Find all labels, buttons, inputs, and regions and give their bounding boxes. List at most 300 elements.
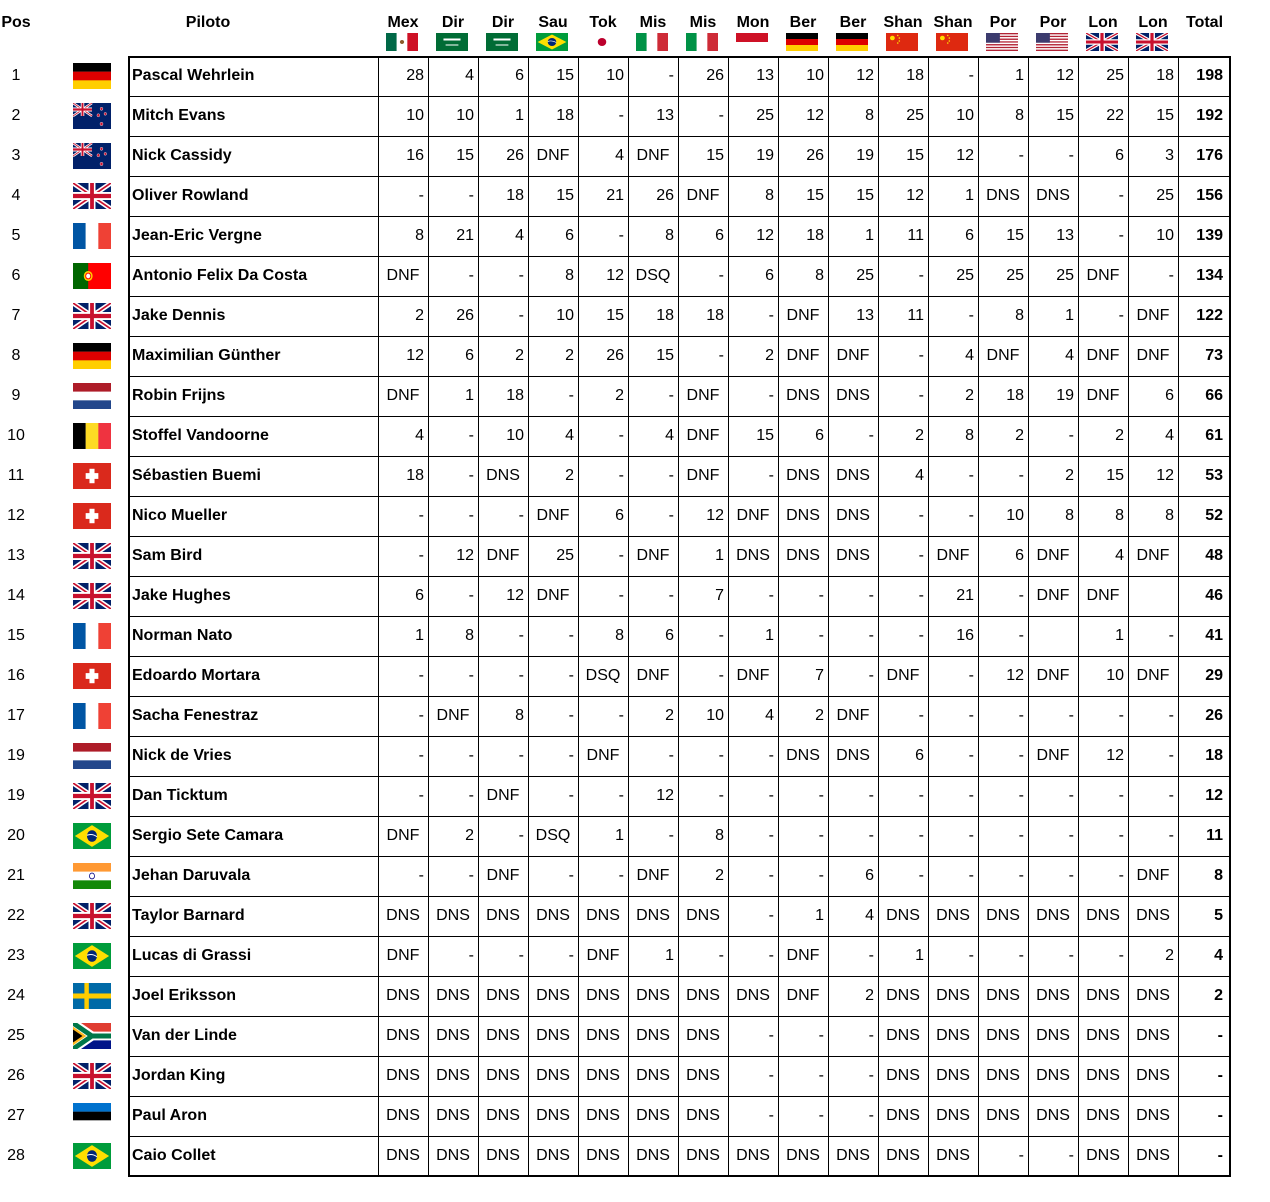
result-cell: - bbox=[618, 467, 624, 484]
germany-flag-icon bbox=[786, 33, 818, 51]
result-cell: 15 bbox=[756, 427, 774, 444]
result-cell: 18 bbox=[1006, 387, 1024, 404]
result-cell: - bbox=[1168, 627, 1174, 644]
result-cell: 1 bbox=[465, 387, 474, 404]
result-cell: 21 bbox=[956, 587, 974, 604]
driver-name: Jake Dennis bbox=[132, 307, 226, 324]
result-cell: 2 bbox=[1015, 427, 1024, 444]
result-cell: DNS bbox=[536, 987, 570, 1004]
result-cell: 19 bbox=[856, 147, 874, 164]
result-cell: - bbox=[1018, 827, 1024, 844]
result-cell: 26 bbox=[506, 147, 524, 164]
total-header: Total bbox=[1185, 14, 1224, 31]
result-cell: DNS bbox=[536, 1147, 570, 1164]
uk-flag-icon bbox=[1136, 33, 1168, 51]
result-cell: - bbox=[568, 747, 574, 764]
result-cell: 26 bbox=[606, 347, 624, 364]
row-divider bbox=[128, 1136, 1231, 1137]
result-cell: DNS bbox=[686, 907, 720, 924]
result-cell: - bbox=[918, 347, 924, 364]
result-cell: 15 bbox=[456, 147, 474, 164]
result-cell: 1 bbox=[765, 627, 774, 644]
result-cell: - bbox=[718, 627, 724, 644]
belgium-flag-icon bbox=[73, 423, 111, 449]
result-cell: 10 bbox=[406, 107, 424, 124]
result-cell: - bbox=[918, 547, 924, 564]
result-cell: - bbox=[968, 787, 974, 804]
result-cell: DNS bbox=[1136, 987, 1170, 1004]
result-cell: DNF bbox=[886, 667, 920, 684]
position-cell: 4 bbox=[11, 187, 21, 204]
race-header: Por bbox=[989, 14, 1017, 31]
result-cell: 7 bbox=[715, 587, 724, 604]
result-cell: - bbox=[968, 827, 974, 844]
race-header: Ber bbox=[839, 14, 867, 31]
result-cell: - bbox=[468, 467, 474, 484]
result-cell: DNS bbox=[886, 1027, 920, 1044]
result-cell: 10 bbox=[1156, 227, 1174, 244]
estonia-flag-icon bbox=[73, 1103, 111, 1129]
result-cell: - bbox=[468, 667, 474, 684]
driver-name: Pascal Wehrlein bbox=[132, 67, 255, 84]
result-cell: 15 bbox=[556, 67, 574, 84]
result-cell: - bbox=[568, 667, 574, 684]
result-cell: DNS bbox=[986, 1107, 1020, 1124]
race-header: Mex bbox=[387, 14, 419, 31]
result-cell: 12 bbox=[656, 787, 674, 804]
result-cell: 10 bbox=[1106, 667, 1124, 684]
result-cell: DNS bbox=[636, 1027, 670, 1044]
result-cell: 6 bbox=[1165, 387, 1174, 404]
uk-flag-icon bbox=[1086, 33, 1118, 51]
result-cell: - bbox=[1118, 947, 1124, 964]
result-cell: DNS bbox=[736, 547, 770, 564]
race-header: Lon bbox=[1138, 14, 1168, 31]
result-cell: - bbox=[1068, 707, 1074, 724]
newzealand-flag-icon bbox=[73, 103, 111, 129]
result-cell: 12 bbox=[706, 507, 724, 524]
result-cell: 10 bbox=[506, 427, 524, 444]
total-cell: 4 bbox=[1214, 947, 1223, 964]
row-divider bbox=[128, 576, 1231, 577]
result-cell: 12 bbox=[606, 267, 624, 284]
result-cell: - bbox=[1118, 227, 1124, 244]
result-cell: DNS bbox=[586, 1067, 620, 1084]
result-cell: DNS bbox=[686, 987, 720, 1004]
result-cell: 2 bbox=[1065, 467, 1074, 484]
result-cell: - bbox=[768, 907, 774, 924]
driver-name: Jean-Eric Vergne bbox=[132, 227, 262, 244]
position-cell: 3 bbox=[11, 147, 21, 164]
driver-name: Sam Bird bbox=[132, 547, 203, 564]
result-cell: DNS bbox=[786, 387, 820, 404]
result-cell: 15 bbox=[1156, 107, 1174, 124]
result-cell: 4 bbox=[515, 227, 524, 244]
france-flag-icon bbox=[73, 623, 111, 649]
result-cell: DNS bbox=[436, 1107, 470, 1124]
result-cell: 12 bbox=[856, 67, 874, 84]
result-cell: 16 bbox=[956, 627, 974, 644]
result-cell: - bbox=[668, 747, 674, 764]
position-cell: 8 bbox=[11, 347, 21, 364]
result-cell: - bbox=[718, 787, 724, 804]
result-cell: DNF bbox=[686, 387, 720, 404]
result-cell: DNS bbox=[436, 1067, 470, 1084]
driver-name: Sébastien Buemi bbox=[132, 467, 261, 484]
result-cell: 2 bbox=[615, 387, 624, 404]
result-cell: DNF bbox=[1086, 347, 1120, 364]
driver-name: Stoffel Vandoorne bbox=[132, 427, 269, 444]
result-cell: DNS bbox=[1136, 1067, 1170, 1084]
result-cell: DNF bbox=[536, 507, 570, 524]
result-cell: - bbox=[518, 307, 524, 324]
result-cell: - bbox=[468, 787, 474, 804]
result-cell: DNS bbox=[986, 1067, 1020, 1084]
result-cell: DNS bbox=[1036, 987, 1070, 1004]
total-cell: 12 bbox=[1205, 787, 1223, 804]
result-cell: 28 bbox=[406, 67, 424, 84]
result-cell: 8 bbox=[815, 267, 824, 284]
result-cell: 16 bbox=[406, 147, 424, 164]
driver-name: Oliver Rowland bbox=[132, 187, 249, 204]
result-cell: - bbox=[768, 827, 774, 844]
result-cell: - bbox=[968, 307, 974, 324]
result-cell: 1 bbox=[965, 187, 974, 204]
position-cell: 25 bbox=[7, 1027, 25, 1044]
result-cell: - bbox=[418, 787, 424, 804]
result-cell: - bbox=[468, 427, 474, 444]
total-cell: 11 bbox=[1206, 827, 1223, 844]
result-cell: DNS bbox=[1086, 1147, 1120, 1164]
result-cell: DNS bbox=[936, 907, 970, 924]
result-cell: DNS bbox=[636, 907, 670, 924]
result-cell: 8 bbox=[1165, 507, 1174, 524]
result-cell: - bbox=[668, 387, 674, 404]
result-cell: - bbox=[568, 387, 574, 404]
result-cell: DNF bbox=[386, 827, 420, 844]
row-divider bbox=[128, 296, 1231, 297]
result-cell: 3 bbox=[1165, 147, 1174, 164]
result-cell: 18 bbox=[906, 67, 924, 84]
result-cell: - bbox=[1018, 707, 1024, 724]
row-divider bbox=[128, 696, 1231, 697]
row-divider bbox=[128, 736, 1231, 737]
result-cell: - bbox=[918, 267, 924, 284]
result-cell: 8 bbox=[415, 227, 424, 244]
result-cell: DNS bbox=[586, 1147, 620, 1164]
uk-flag-icon bbox=[73, 783, 111, 809]
result-cell: 12 bbox=[456, 547, 474, 564]
result-cell: DNF bbox=[1036, 547, 1070, 564]
result-cell: 1 bbox=[615, 827, 624, 844]
monaco-flag-icon bbox=[736, 33, 768, 51]
race-header: Shan bbox=[933, 14, 973, 31]
driver-name: Dan Ticktum bbox=[132, 787, 228, 804]
result-cell: - bbox=[768, 1107, 774, 1124]
japan-flag-icon bbox=[586, 33, 618, 51]
driver-name: Robin Frijns bbox=[132, 387, 226, 404]
result-cell: DNF bbox=[736, 667, 770, 684]
result-cell: 6 bbox=[865, 867, 874, 884]
result-cell: - bbox=[468, 267, 474, 284]
total-cell: 53 bbox=[1205, 467, 1223, 484]
result-cell: - bbox=[1018, 947, 1024, 964]
result-cell: 25 bbox=[756, 107, 774, 124]
result-cell: 8 bbox=[665, 227, 674, 244]
row-divider bbox=[128, 1056, 1231, 1057]
result-cell: DNS bbox=[786, 1147, 820, 1164]
usa-flag-icon bbox=[1036, 33, 1068, 51]
result-cell: - bbox=[1018, 147, 1024, 164]
result-cell: DNF bbox=[386, 267, 420, 284]
result-cell: 4 bbox=[1115, 547, 1124, 564]
result-cell: - bbox=[968, 867, 974, 884]
result-cell: DNS bbox=[1086, 1107, 1120, 1124]
result-cell: 8 bbox=[515, 707, 524, 724]
result-cell: 10 bbox=[456, 107, 474, 124]
result-cell: - bbox=[768, 747, 774, 764]
result-cell: - bbox=[468, 947, 474, 964]
result-cell: - bbox=[1118, 867, 1124, 884]
result-cell: DNS bbox=[836, 507, 870, 524]
result-cell: DNS bbox=[636, 1107, 670, 1124]
row-divider bbox=[128, 136, 1231, 137]
result-cell: 15 bbox=[606, 307, 624, 324]
result-cell: 4 bbox=[865, 907, 874, 924]
result-cell: DNF bbox=[436, 707, 470, 724]
result-cell: 12 bbox=[906, 187, 924, 204]
result-cell: 18 bbox=[656, 307, 674, 324]
position-cell: 15 bbox=[7, 627, 25, 644]
position-cell: 19 bbox=[7, 747, 25, 764]
result-cell: DNS bbox=[836, 1147, 870, 1164]
result-cell: 26 bbox=[706, 67, 724, 84]
result-cell: - bbox=[868, 1027, 874, 1044]
result-cell: DNS bbox=[1086, 1067, 1120, 1084]
result-cell: 2 bbox=[565, 347, 574, 364]
result-cell: 8 bbox=[615, 627, 624, 644]
switzerland-flag-icon bbox=[73, 463, 111, 489]
result-cell: DNF bbox=[386, 947, 420, 964]
result-cell: DNS bbox=[686, 1147, 720, 1164]
result-cell: DSQ bbox=[635, 267, 671, 284]
result-cell: DNF bbox=[636, 547, 670, 564]
result-cell: 15 bbox=[656, 347, 674, 364]
result-cell: - bbox=[768, 467, 774, 484]
total-cell: 66 bbox=[1205, 387, 1223, 404]
result-cell: DNS bbox=[686, 1067, 720, 1084]
result-cell: - bbox=[418, 547, 424, 564]
result-cell: DNS bbox=[986, 187, 1020, 204]
result-cell: - bbox=[668, 507, 674, 524]
result-cell: DNF bbox=[936, 547, 970, 564]
result-cell: - bbox=[1068, 147, 1074, 164]
result-cell: - bbox=[868, 587, 874, 604]
result-cell: - bbox=[718, 267, 724, 284]
result-cell: - bbox=[1118, 307, 1124, 324]
result-cell: DNS bbox=[486, 1067, 520, 1084]
result-cell: - bbox=[568, 627, 574, 644]
result-cell: - bbox=[718, 947, 724, 964]
result-cell: 6 bbox=[665, 627, 674, 644]
result-cell: 11 bbox=[907, 307, 924, 324]
result-cell: DNF bbox=[1086, 587, 1120, 604]
result-cell: - bbox=[968, 707, 974, 724]
result-cell: 21 bbox=[456, 227, 474, 244]
result-cell: DNS bbox=[386, 1147, 420, 1164]
result-cell: 15 bbox=[1056, 107, 1074, 124]
result-cell: DNS bbox=[936, 1027, 970, 1044]
result-cell: - bbox=[518, 747, 524, 764]
result-cell: - bbox=[1018, 587, 1024, 604]
result-cell: DNS bbox=[386, 907, 420, 924]
driver-name: Taylor Barnard bbox=[132, 907, 245, 924]
result-cell: DNS bbox=[886, 907, 920, 924]
total-cell: 134 bbox=[1196, 267, 1223, 284]
result-cell: DNF bbox=[1136, 307, 1170, 324]
result-cell: 4 bbox=[765, 707, 774, 724]
result-cell: 8 bbox=[765, 187, 774, 204]
result-cell: 13 bbox=[756, 67, 774, 84]
result-cell: DSQ bbox=[535, 827, 571, 844]
result-cell: 1 bbox=[915, 947, 924, 964]
result-cell: 25 bbox=[1006, 267, 1024, 284]
result-cell: 12 bbox=[1156, 467, 1174, 484]
result-cell: DNS bbox=[486, 1027, 520, 1044]
result-cell: - bbox=[618, 547, 624, 564]
row-divider bbox=[128, 1096, 1231, 1097]
total-cell: 5 bbox=[1214, 907, 1223, 924]
result-cell: DNS bbox=[586, 1027, 620, 1044]
result-cell: - bbox=[518, 827, 524, 844]
netherlands-flag-icon bbox=[73, 743, 111, 769]
china-flag-icon bbox=[936, 33, 968, 51]
result-cell: - bbox=[568, 707, 574, 724]
row-divider bbox=[128, 456, 1231, 457]
result-cell: 25 bbox=[956, 267, 974, 284]
result-cell: 6 bbox=[515, 67, 524, 84]
result-cell: DNS bbox=[386, 987, 420, 1004]
result-cell: - bbox=[968, 667, 974, 684]
result-cell: 25 bbox=[556, 547, 574, 564]
result-cell: - bbox=[568, 947, 574, 964]
result-cell: DNS bbox=[436, 907, 470, 924]
brazil-flag-icon bbox=[73, 943, 111, 969]
result-cell: DNS bbox=[886, 1067, 920, 1084]
result-cell: 2 bbox=[1165, 947, 1174, 964]
result-cell: - bbox=[668, 827, 674, 844]
result-cell: - bbox=[518, 627, 524, 644]
row-divider bbox=[128, 336, 1231, 337]
result-cell: 4 bbox=[665, 427, 674, 444]
race-header: Mis bbox=[639, 14, 667, 31]
position-cell: 12 bbox=[7, 507, 25, 524]
result-cell: - bbox=[468, 867, 474, 884]
uk-flag-icon bbox=[73, 303, 111, 329]
result-cell: DNS bbox=[936, 1067, 970, 1084]
result-cell: 18 bbox=[406, 467, 424, 484]
result-cell: 6 bbox=[715, 227, 724, 244]
result-cell: - bbox=[1118, 827, 1124, 844]
result-cell: 6 bbox=[815, 427, 824, 444]
driver-name: Jehan Daruvala bbox=[132, 867, 251, 884]
result-cell: DNS bbox=[536, 1027, 570, 1044]
total-cell: 192 bbox=[1196, 107, 1223, 124]
result-cell: 12 bbox=[506, 587, 524, 604]
position-cell: 11 bbox=[7, 467, 25, 484]
result-cell: DNS bbox=[1136, 1147, 1170, 1164]
result-cell: DNF bbox=[686, 467, 720, 484]
result-cell: - bbox=[818, 587, 824, 604]
position-cell: 5 bbox=[11, 227, 21, 244]
result-cell: DNS bbox=[886, 1147, 920, 1164]
result-cell: - bbox=[868, 427, 874, 444]
result-cell: DNS bbox=[636, 1147, 670, 1164]
result-cell: 8 bbox=[1065, 507, 1074, 524]
total-cell: - bbox=[1217, 1107, 1223, 1124]
total-cell: 156 bbox=[1196, 187, 1223, 204]
result-cell: 8 bbox=[1115, 507, 1124, 524]
result-cell: - bbox=[1118, 187, 1124, 204]
row-divider bbox=[128, 896, 1231, 897]
total-cell: 73 bbox=[1205, 347, 1223, 364]
result-cell: DNF bbox=[736, 507, 770, 524]
result-cell: - bbox=[968, 467, 974, 484]
result-cell: DNS bbox=[536, 1107, 570, 1124]
result-cell: 18 bbox=[806, 227, 824, 244]
result-cell: DNS bbox=[486, 1107, 520, 1124]
result-cell: DSQ bbox=[585, 667, 621, 684]
result-cell: - bbox=[918, 387, 924, 404]
race-header: Sau bbox=[538, 14, 568, 31]
result-cell: DNF bbox=[386, 387, 420, 404]
result-cell: 15 bbox=[806, 187, 824, 204]
result-cell: - bbox=[468, 587, 474, 604]
result-cell: 12 bbox=[956, 147, 974, 164]
netherlands-flag-icon bbox=[73, 383, 111, 409]
result-cell: DNS bbox=[1036, 187, 1070, 204]
result-cell: 10 bbox=[806, 67, 824, 84]
result-cell: 1 bbox=[865, 227, 874, 244]
result-cell: 10 bbox=[956, 107, 974, 124]
position-cell: 28 bbox=[7, 1147, 25, 1164]
result-cell: - bbox=[768, 867, 774, 884]
result-cell: 22 bbox=[1106, 107, 1124, 124]
total-cell: 176 bbox=[1196, 147, 1223, 164]
position-cell: 20 bbox=[7, 827, 25, 844]
header-row bbox=[0, 0, 1270, 56]
result-cell: 25 bbox=[856, 267, 874, 284]
result-cell: 25 bbox=[906, 107, 924, 124]
position-cell: 14 bbox=[7, 587, 25, 604]
position-cell: 2 bbox=[11, 107, 21, 124]
result-cell: 13 bbox=[656, 107, 674, 124]
result-cell: - bbox=[868, 627, 874, 644]
row-divider bbox=[128, 416, 1231, 417]
result-cell: 19 bbox=[756, 147, 774, 164]
result-cell: DNF bbox=[1036, 747, 1070, 764]
row-divider bbox=[128, 376, 1231, 377]
result-cell: - bbox=[1068, 1147, 1074, 1164]
result-cell: DNS bbox=[536, 1067, 570, 1084]
result-cell: 18 bbox=[506, 387, 524, 404]
result-cell: DNF bbox=[486, 547, 520, 564]
total-cell: 52 bbox=[1205, 507, 1223, 524]
row-divider bbox=[128, 856, 1231, 857]
result-cell: - bbox=[668, 587, 674, 604]
driver-name: Jake Hughes bbox=[132, 587, 231, 604]
result-cell: DNF bbox=[786, 947, 820, 964]
